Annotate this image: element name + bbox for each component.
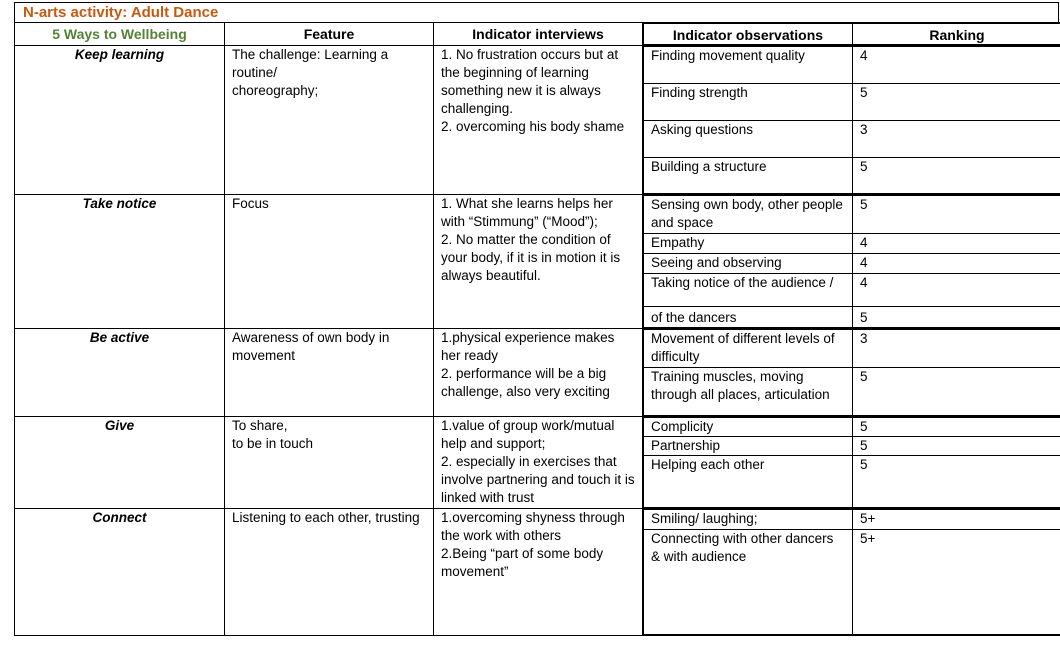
observation-text: Sensing own body, other people and space [644, 196, 853, 234]
observation-text: Building a structure [644, 158, 853, 194]
observation-text: Helping each other [644, 456, 853, 508]
table-row [15, 417, 1060, 509]
ranking-value: 5 [853, 456, 1060, 508]
ranking-value: 4 [853, 254, 1060, 274]
observation-text: Asking questions [644, 121, 853, 158]
observation-text: Seeing and observing [644, 254, 853, 274]
observation-text: of the dancers [644, 307, 853, 328]
feature-cell: Focus [225, 195, 434, 329]
interviews-cell: 1.physical experience makes her ready 2. performance will be a big challenge, also very exciting [434, 329, 643, 417]
table-row [15, 46, 1060, 195]
interviews-cell: 1. No frustration occurs but at the beginning of learning something new it is always challenging. 2. overcoming his body shame [434, 46, 643, 195]
ranking-value: 4 [853, 47, 1060, 84]
ranking-value: 5 [853, 196, 1060, 234]
interviews-cell: 1.overcoming shyness through the work with others 2.Being “part of some body movement” [434, 509, 643, 636]
ranking-value: 5 [853, 84, 1060, 121]
observation-text: Finding movement quality [644, 47, 853, 84]
document-title: N-arts activity: Adult Dance [23, 4, 219, 21]
observations-cell [643, 195, 1060, 329]
wellbeing-table [14, 22, 1060, 636]
header-interviews: Indicator interviews [434, 23, 643, 46]
header-observations: Indicator observations [644, 24, 853, 45]
ranking-value: 4 [853, 234, 1060, 254]
way-cell: Connect [15, 509, 225, 636]
observation-text: Finding strength [644, 84, 853, 121]
table-row [15, 195, 1060, 329]
ranking-value: 5+ [853, 510, 1060, 530]
observation-text: Connecting with other dancers & with audience [644, 530, 853, 635]
ranking-value: 4 [853, 274, 1060, 307]
ranking-value: 5 [853, 368, 1060, 416]
observations-cell [643, 417, 1060, 509]
interviews-cell: 1.value of group work/mutual help and support; 2. especially in exercises that involve partnering and touch it is linked with trust [434, 417, 643, 509]
observation-text: Training muscles, moving through all places, articulation [644, 368, 853, 416]
observations-cell [643, 329, 1060, 417]
observation-text: Movement of different levels of difficulty [644, 330, 853, 368]
feature-cell: Awareness of own body in movement [225, 329, 434, 417]
way-cell: Keep learning [15, 46, 225, 195]
observation-text: Complicity [644, 418, 853, 437]
way-cell: Be active [15, 329, 225, 417]
observations-cell [643, 46, 1060, 195]
feature-cell: The challenge: Learning a routine/ choreography; [225, 46, 434, 195]
header-ways: 5 Ways to Wellbeing [15, 23, 225, 46]
ranking-value: 5 [853, 158, 1060, 194]
way-cell: Take notice [15, 195, 225, 329]
header-ranking: Ranking [853, 24, 1060, 45]
table-row [15, 509, 1060, 636]
observation-text: Smiling/ laughing; [644, 510, 853, 530]
table-row [15, 329, 1060, 417]
ranking-value: 3 [853, 121, 1060, 158]
feature-cell: Listening to each other, trusting [225, 509, 434, 636]
title-bar [14, 2, 1059, 22]
ranking-value: 5+ [853, 530, 1060, 635]
interviews-cell: 1. What she learns helps her with “Stimmung” (“Mood”); 2. No matter the condition of your body, if it is in motion it is always beautiful. [434, 195, 643, 329]
header-row [15, 23, 1060, 46]
ranking-value: 5 [853, 437, 1060, 456]
ranking-value: 5 [853, 418, 1060, 437]
observation-text: Taking notice of the audience / [644, 274, 853, 307]
ranking-value: 5 [853, 307, 1060, 328]
observation-text: Partnership [644, 437, 853, 456]
observations-cell [643, 509, 1060, 636]
header-feature: Feature [225, 23, 434, 46]
header-obs-rank [643, 23, 1060, 46]
way-cell: Give [15, 417, 225, 509]
observation-text: Empathy [644, 234, 853, 254]
ranking-value: 3 [853, 330, 1060, 368]
feature-cell: To share, to be in touch [225, 417, 434, 509]
